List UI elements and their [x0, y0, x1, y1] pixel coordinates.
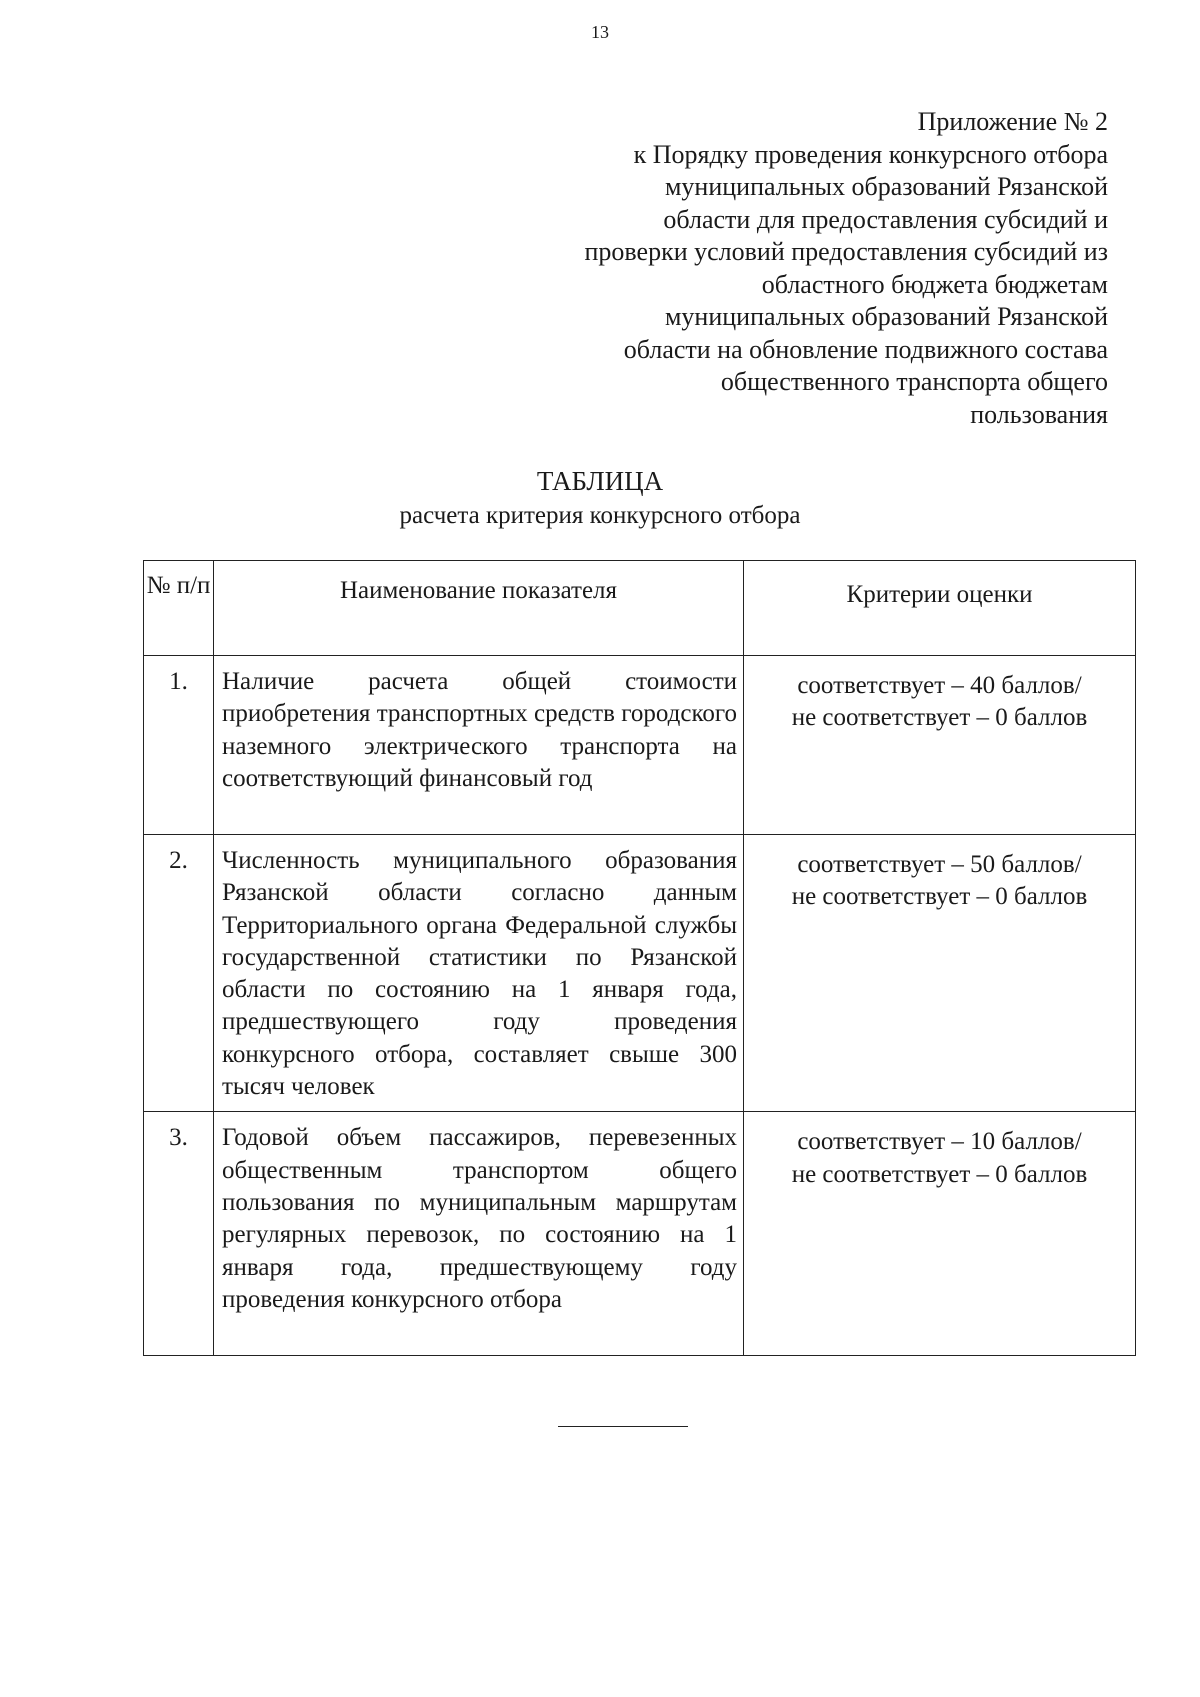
- row-number: 3.: [144, 1112, 214, 1356]
- appendix-line: пользования: [970, 399, 1108, 429]
- appendix-line: области на обновление подвижного состава: [623, 334, 1108, 364]
- appendix-line: Приложение № 2: [917, 107, 1108, 136]
- indicator-name: Численность муниципального образования Рязанской области согласно данным Территориального органа Федеральной службы государственной статистики по Рязанской области по состоянию на 1 января года, предшествующего году проведения конкурсного отбора, составляет свыше 300 тысяч человек: [214, 835, 744, 1112]
- table-row: [144, 1112, 1136, 1356]
- evaluation-criteria: [744, 656, 1136, 835]
- appendix-line: к Порядку проведения конкурсного отбора: [633, 139, 1108, 169]
- table-row: [144, 835, 1136, 1112]
- criteria-match: соответствует – 10 баллов/: [797, 1128, 1082, 1156]
- appendix-line: областного бюджета бюджетам: [761, 269, 1108, 299]
- appendix-reference: [388, 106, 1108, 431]
- appendix-line: муниципальных образований Рязанской: [664, 172, 1108, 201]
- appendix-line: проверки условий предоставления субсидий из: [584, 237, 1108, 266]
- criteria-match: соответствует – 50 баллов/: [797, 851, 1082, 878]
- header-indicator-name: Наименование показателя: [214, 561, 744, 656]
- criteria-mismatch: не соответствует – 0 баллов: [791, 1160, 1088, 1188]
- criteria-mismatch: не соответствует – 0 баллов: [791, 704, 1088, 732]
- table-header-row: [144, 561, 1136, 656]
- criteria-table: [143, 560, 1136, 1356]
- row-number: 1.: [144, 656, 214, 835]
- criteria-mismatch: не соответствует – 0 баллов: [791, 883, 1088, 911]
- header-number: № п/п: [144, 561, 214, 656]
- page-number: 13: [591, 22, 609, 42]
- evaluation-criteria: [744, 1112, 1136, 1356]
- evaluation-criteria: [744, 835, 1136, 1112]
- appendix-line: муниципальных образований Рязанской: [664, 302, 1108, 331]
- row-number: 2.: [144, 835, 214, 1112]
- indicator-name: Годовой объем пассажиров, перевезенных общественным транспортом общего пользования по муниципальным маршрутам регулярных перевозок, по состоянию на 1 января года, предшествующему году проведения конкурсного отбора: [214, 1112, 744, 1356]
- appendix-line: области для предоставления субсидий и: [663, 204, 1108, 234]
- document-title: ТАБЛИЦА: [536, 466, 664, 496]
- table-row: [144, 656, 1136, 835]
- appendix-line: общественного транспорта общего: [720, 367, 1108, 396]
- document-subtitle: расчета критерия конкурсного отбора: [399, 502, 801, 529]
- end-of-document-rule: [558, 1426, 688, 1427]
- header-criteria: Критерии оценки: [744, 561, 1136, 656]
- indicator-name: Наличие расчета общей стоимости приобретения транспортных средств городского наземного электрического транспорта на соответствующий финансовый год: [214, 656, 744, 835]
- criteria-match: соответствует – 40 баллов/: [797, 672, 1082, 699]
